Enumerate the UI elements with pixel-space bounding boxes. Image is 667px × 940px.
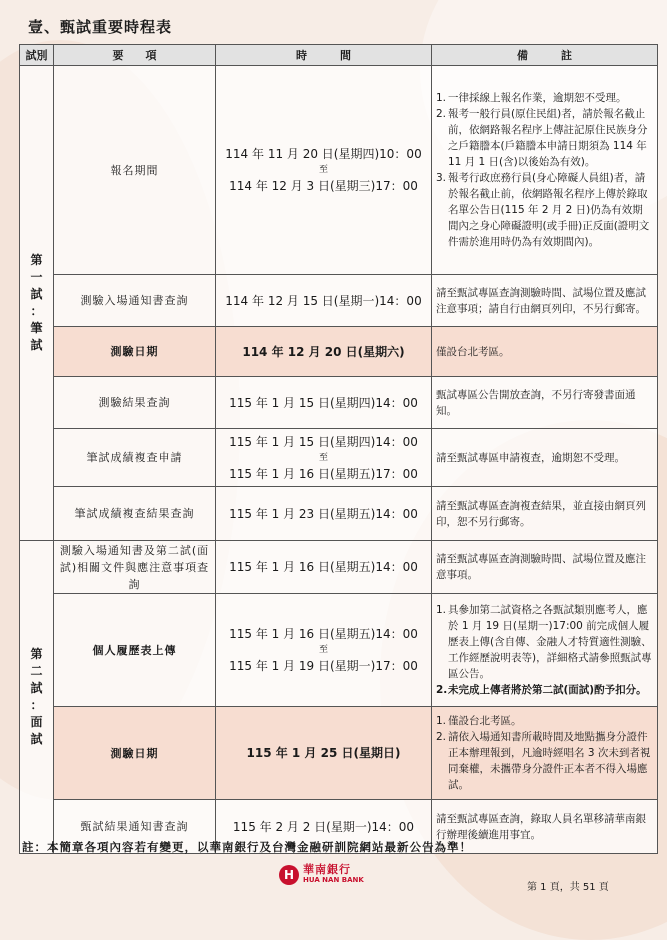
table-row (20, 707, 658, 800)
item-cell: 測驗日期 (54, 327, 216, 377)
header-time: 時 間 (216, 45, 432, 66)
time-cell: 115 年 1 月 16 日(星期五)14：00 至 115 年 1 月 19 日(星期一)17：00 (216, 594, 432, 707)
header-item: 要 項 (54, 45, 216, 66)
time-cell: 115 年 1 月 16 日(星期五)14：00 (216, 541, 432, 594)
table-row (20, 541, 658, 594)
note-cell: 1. 僅設台北考區。 2. 請依入場通知書所載時間及地點攜身分證件正本辦理報到，凡逾時經唱名 3 次未到者視同棄權，未攜帶身分證件正本者不得入場應試。 (432, 707, 658, 800)
table-row (20, 429, 658, 487)
note-cell: 1. 具參加第二試資格之各甄試類別應考人，應於 1 月 19 日(星期一)17:00 前完成個人履歷表上傳(含自傳、金融人才特質適性測驗、工作經歷說明表等)，詳細格式請參照甄試專區公告。 2. 未完成上傳者將於第二試(面試)酌予扣分。 (432, 594, 658, 707)
table-row (20, 66, 658, 275)
time-cell: 114 年 11 月 20 日(星期四)10：00 至 114 年 12 月 3 日(星期三)17：00 (216, 66, 432, 275)
time-cell: 115 年 1 月 25 日(星期日) (216, 707, 432, 800)
table-row (20, 275, 658, 327)
page-title: 壹、甄試重要時程表 (28, 18, 173, 36)
note-cell: 請至甄試專區查詢，錄取人員名單移請華南銀行辦理後續進用事宜。 (432, 800, 658, 854)
time-cell: 115 年 1 月 15 日(星期四)14：00 (216, 377, 432, 429)
note-cell: 請至甄試專區申請複查，逾期恕不受理。 (432, 429, 658, 487)
bank-logo (279, 864, 364, 886)
item-cell: 報名期間 (54, 66, 216, 275)
item-cell: 測驗入場通知書查詢 (54, 275, 216, 327)
phase-interview: 第 二 試 ： 面 試 (20, 541, 54, 854)
time-cell: 114 年 12 月 15 日(星期一)14：00 (216, 275, 432, 327)
time-cell: 115 年 1 月 15 日(星期四)14：00 至 115 年 1 月 16 日(星期五)17：00 (216, 429, 432, 487)
footnote: 註：本簡章各項內容若有變更，以華南銀行及台灣金融研訓院網站最新公告為準！ (22, 840, 472, 854)
phase-written: 第 一 試 ： 筆 試 (20, 66, 54, 541)
note-cell: 甄試專區公告開放查詢，不另行寄發書面通知。 (432, 377, 658, 429)
page-number: 第 1 頁，共 51 頁 (527, 882, 609, 893)
item-cell: 測驗日期 (54, 707, 216, 800)
item-cell: 個人履歷表上傳 (54, 594, 216, 707)
item-cell: 測驗入場通知書及第二試(面試)相關文件與應注意事項查詢 (54, 541, 216, 594)
note-cell: 請至甄試專區查詢測驗時間、試場位置及應試注意事項；請自行由網頁列印，不另行郵寄。 (432, 275, 658, 327)
table-row (20, 327, 658, 377)
bank-logo-icon: H (279, 865, 299, 885)
item-cell: 甄試結果通知書查詢 (54, 800, 216, 854)
item-cell: 測驗結果查詢 (54, 377, 216, 429)
note-cell: 僅設台北考區。 (432, 327, 658, 377)
table-header-row (20, 45, 658, 66)
schedule-table (19, 44, 658, 854)
header-note: 備 註 (432, 45, 658, 66)
table-row (20, 594, 658, 707)
time-cell: 115 年 2 月 2 日(星期一)14：00 (216, 800, 432, 854)
time-cell: 115 年 1 月 23 日(星期五)14：00 (216, 487, 432, 541)
time-cell: 114 年 12 月 20 日(星期六) (216, 327, 432, 377)
header-phase: 試別 (20, 45, 54, 66)
bank-name-en: HUA NAN BANK (303, 876, 364, 884)
item-cell: 筆試成績複查申請 (54, 429, 216, 487)
table-row (20, 377, 658, 429)
table-row (20, 487, 658, 541)
note-cell: 請至甄試專區查詢測驗時間、試場位置及應注意事項。 (432, 541, 658, 594)
bank-name-cn: 華南銀行 (303, 863, 351, 876)
note-cell: 1. 一律採線上報名作業，逾期恕不受理。 2. 報考一般行員(原住民組)者，請於報名截止前，依網路報名程序上傳註記原住民族身分之戶籍謄本(戶籍謄本申請日期須為 114 年 11 月 1 日(含)以後始為有效)。 3. 報考行政庶務行員(身心障礙人員組)者，請於報名截止前，依網路報名程序上傳於錄取名單公告日(115 年 2 月 2 日)仍為有效期間內之身心障礙證明(或手冊)正反面(證明文件需於進用時仍為有效期間內)。 (432, 66, 658, 275)
item-cell: 筆試成績複查結果查詢 (54, 487, 216, 541)
note-cell: 請至甄試專區查詢複查結果，並直接由網頁列印，恕不另行郵寄。 (432, 487, 658, 541)
